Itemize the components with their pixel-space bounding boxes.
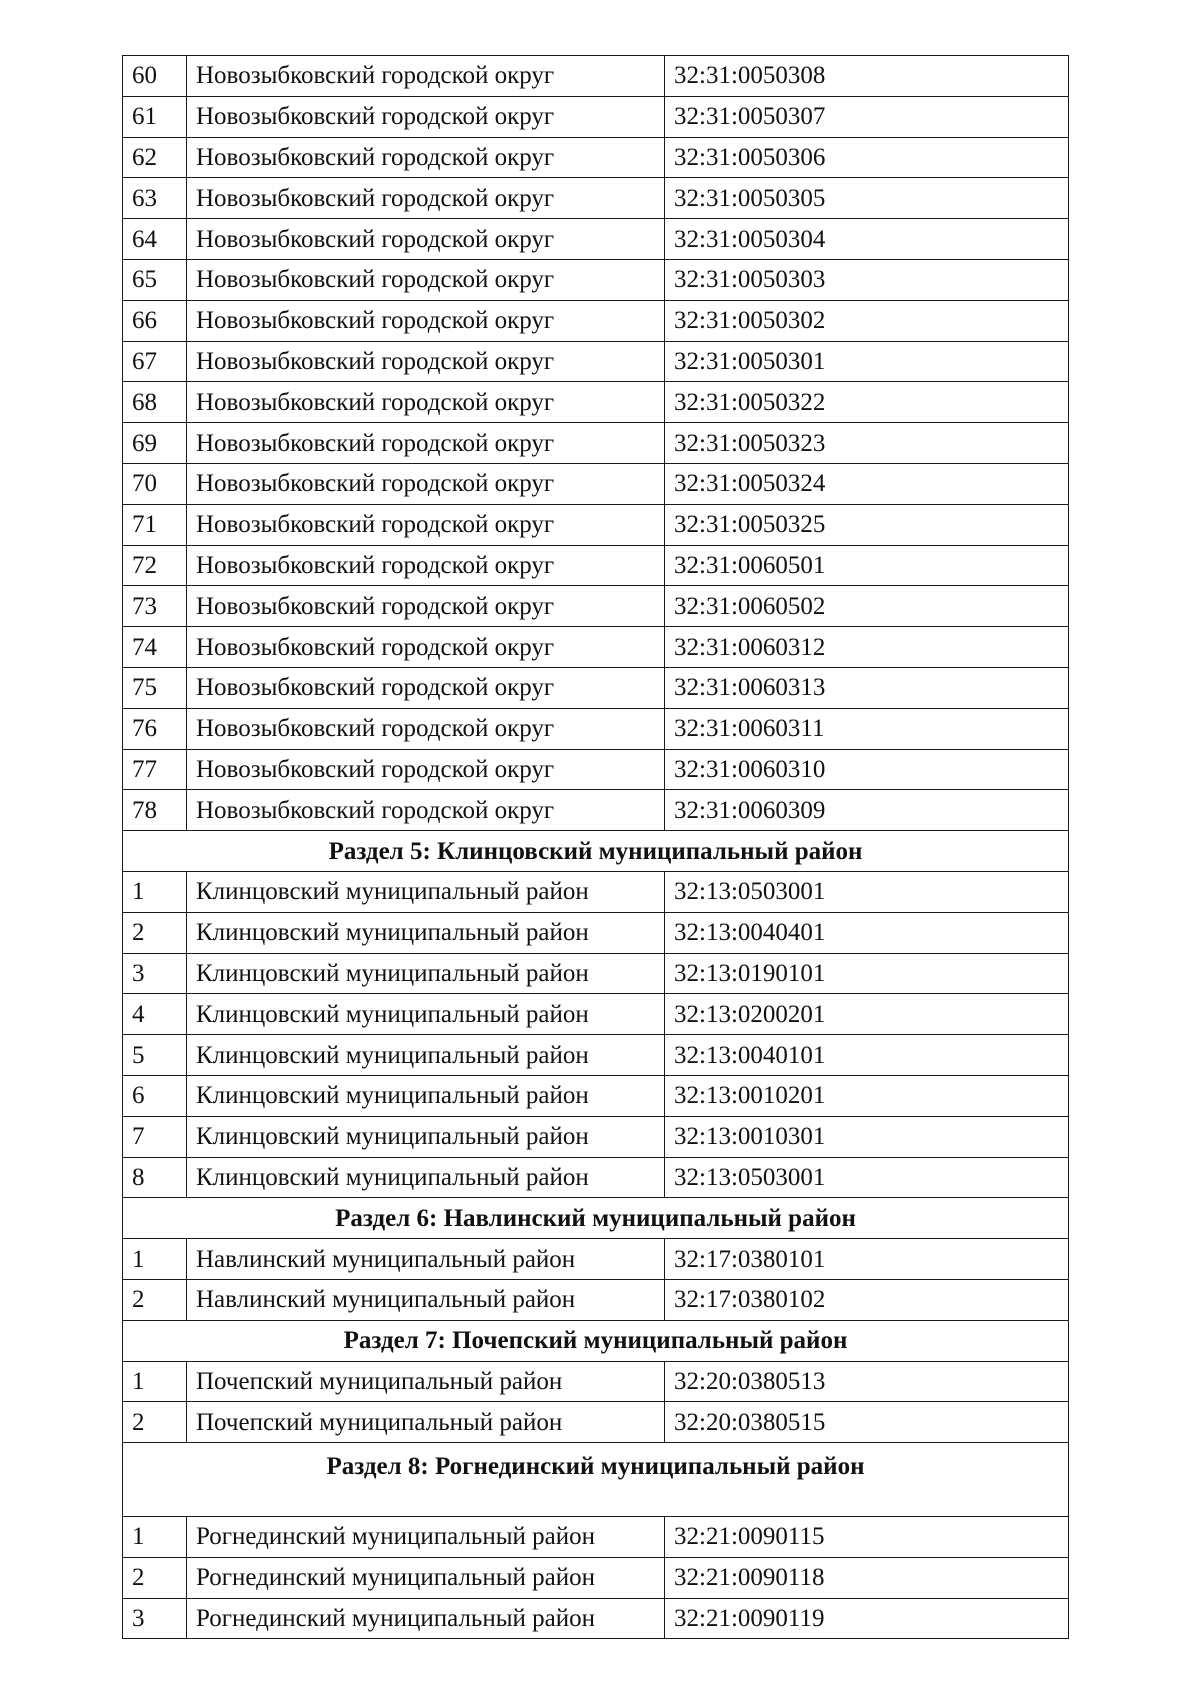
row-number-cell: 2: [123, 1557, 187, 1598]
table-row: [123, 749, 1069, 790]
municipality-name-cell: Почепский муниципальный район: [187, 1361, 665, 1402]
cadastral-code-cell: 32:31:0050308: [665, 56, 1069, 97]
cadastral-code-cell: 32:13:0503001: [665, 1157, 1069, 1198]
cadastral-code-cell: 32:31:0060501: [665, 545, 1069, 586]
section-heading: Раздел 7: Почепский муниципальный район: [123, 1320, 1069, 1361]
section-heading-row: [123, 1443, 1069, 1517]
municipality-name-cell: Новозыбковский городской округ: [187, 137, 665, 178]
municipality-name-cell: Навлинский муниципальный район: [187, 1279, 665, 1320]
row-number-cell: 3: [123, 953, 187, 994]
municipality-name-cell: Клинцовский муниципальный район: [187, 1075, 665, 1116]
cadastral-code-cell: 32:21:0090119: [665, 1598, 1069, 1639]
section-heading-row: [123, 1320, 1069, 1361]
section-heading: Раздел 5: Клинцовский муниципальный район: [123, 831, 1069, 872]
cadastral-code-cell: 32:31:0050302: [665, 300, 1069, 341]
row-number-cell: 68: [123, 382, 187, 423]
table-row: [123, 341, 1069, 382]
table-row: [123, 586, 1069, 627]
municipality-name-cell: Новозыбковский городской округ: [187, 708, 665, 749]
table-row: [123, 504, 1069, 545]
table-row: [123, 708, 1069, 749]
cadastral-code-cell: 32:31:0050324: [665, 463, 1069, 504]
table-row: [123, 1402, 1069, 1443]
cadastral-code-cell: 32:31:0050325: [665, 504, 1069, 545]
section-heading-row: [123, 1198, 1069, 1239]
table-row: [123, 96, 1069, 137]
municipality-name-cell: Новозыбковский городской округ: [187, 56, 665, 97]
row-number-cell: 5: [123, 1035, 187, 1076]
municipality-name-cell: Рогнединский муниципальный район: [187, 1598, 665, 1639]
row-number-cell: 7: [123, 1116, 187, 1157]
cadastral-code-cell: 32:21:0090118: [665, 1557, 1069, 1598]
table-row: [123, 627, 1069, 668]
municipality-name-cell: Клинцовский муниципальный район: [187, 912, 665, 953]
cadastral-code-cell: 32:20:0380515: [665, 1402, 1069, 1443]
row-number-cell: 73: [123, 586, 187, 627]
row-number-cell: 75: [123, 667, 187, 708]
table-row: [123, 382, 1069, 423]
municipality-name-cell: Новозыбковский городской округ: [187, 749, 665, 790]
cadastral-code-cell: 32:13:0040401: [665, 912, 1069, 953]
row-number-cell: 2: [123, 1402, 187, 1443]
table-row: [123, 1239, 1069, 1280]
municipality-name-cell: Новозыбковский городской округ: [187, 504, 665, 545]
row-number-cell: 2: [123, 1279, 187, 1320]
cadastral-code-cell: 32:17:0380102: [665, 1279, 1069, 1320]
cadastral-code-cell: 32:31:0050306: [665, 137, 1069, 178]
row-number-cell: 1: [123, 871, 187, 912]
row-number-cell: 63: [123, 178, 187, 219]
table-row: [123, 1598, 1069, 1639]
cadastral-code-cell: 32:13:0200201: [665, 994, 1069, 1035]
cadastral-code-cell: 32:31:0050307: [665, 96, 1069, 137]
row-number-cell: 74: [123, 627, 187, 668]
row-number-cell: 67: [123, 341, 187, 382]
municipality-name-cell: Новозыбковский городской округ: [187, 790, 665, 831]
cadastral-code-cell: 32:31:0050301: [665, 341, 1069, 382]
row-number-cell: 76: [123, 708, 187, 749]
table-body: [123, 56, 1069, 1639]
table-row: [123, 219, 1069, 260]
table-row: [123, 423, 1069, 464]
municipality-name-cell: Клинцовский муниципальный район: [187, 994, 665, 1035]
section-heading: Раздел 6: Навлинский муниципальный район: [123, 1198, 1069, 1239]
row-number-cell: 66: [123, 300, 187, 341]
cadastral-code-cell: 32:13:0503001: [665, 871, 1069, 912]
row-number-cell: 69: [123, 423, 187, 464]
table-row: [123, 790, 1069, 831]
municipality-name-cell: Новозыбковский городской округ: [187, 219, 665, 260]
municipality-name-cell: Новозыбковский городской округ: [187, 96, 665, 137]
municipality-name-cell: Новозыбковский городской округ: [187, 667, 665, 708]
cadastral-code-cell: 32:31:0060313: [665, 667, 1069, 708]
row-number-cell: 2: [123, 912, 187, 953]
cadastral-code-cell: 32:21:0090115: [665, 1517, 1069, 1558]
cadastral-code-cell: 32:13:0040101: [665, 1035, 1069, 1076]
row-number-cell: 62: [123, 137, 187, 178]
row-number-cell: 8: [123, 1157, 187, 1198]
cadastral-code-cell: 32:31:0050322: [665, 382, 1069, 423]
municipality-name-cell: Новозыбковский городской округ: [187, 300, 665, 341]
cadastral-code-cell: 32:31:0060312: [665, 627, 1069, 668]
row-number-cell: 78: [123, 790, 187, 831]
section-heading: Раздел 8: Рогнединский муниципальный район: [123, 1443, 1069, 1517]
table-row: [123, 667, 1069, 708]
municipality-name-cell: Новозыбковский городской округ: [187, 586, 665, 627]
table-row: [123, 1557, 1069, 1598]
municipality-name-cell: Новозыбковский городской округ: [187, 178, 665, 219]
row-number-cell: 71: [123, 504, 187, 545]
municipality-name-cell: Почепский муниципальный район: [187, 1402, 665, 1443]
municipality-name-cell: Клинцовский муниципальный район: [187, 1116, 665, 1157]
table-row: [123, 137, 1069, 178]
municipality-name-cell: Клинцовский муниципальный район: [187, 1157, 665, 1198]
municipality-name-cell: Клинцовский муниципальный район: [187, 953, 665, 994]
section-heading-row: [123, 831, 1069, 872]
table-row: [123, 1279, 1069, 1320]
table-row: [123, 545, 1069, 586]
row-number-cell: 77: [123, 749, 187, 790]
table-row: [123, 1517, 1069, 1558]
cadastral-code-cell: 32:31:0060310: [665, 749, 1069, 790]
municipality-name-cell: Навлинский муниципальный район: [187, 1239, 665, 1280]
municipality-name-cell: Новозыбковский городской округ: [187, 545, 665, 586]
row-number-cell: 61: [123, 96, 187, 137]
municipality-name-cell: Клинцовский муниципальный район: [187, 871, 665, 912]
table-row: [123, 1035, 1069, 1076]
municipality-name-cell: Новозыбковский городской округ: [187, 382, 665, 423]
row-number-cell: 72: [123, 545, 187, 586]
table-row: [123, 1361, 1069, 1402]
row-number-cell: 3: [123, 1598, 187, 1639]
table-row: [123, 912, 1069, 953]
municipality-name-cell: Рогнединский муниципальный район: [187, 1557, 665, 1598]
row-number-cell: 70: [123, 463, 187, 504]
table-row: [123, 871, 1069, 912]
cadastral-table: [122, 55, 1069, 1639]
table-row: [123, 1116, 1069, 1157]
municipality-name-cell: Новозыбковский городской округ: [187, 423, 665, 464]
table-row: [123, 300, 1069, 341]
table-row: [123, 56, 1069, 97]
row-number-cell: 1: [123, 1517, 187, 1558]
municipality-name-cell: Клинцовский муниципальный район: [187, 1035, 665, 1076]
cadastral-code-cell: 32:20:0380513: [665, 1361, 1069, 1402]
cadastral-code-cell: 32:31:0050303: [665, 259, 1069, 300]
cadastral-code-cell: 32:31:0060502: [665, 586, 1069, 627]
cadastral-code-cell: 32:13:0010301: [665, 1116, 1069, 1157]
municipality-name-cell: Новозыбковский городской округ: [187, 341, 665, 382]
cadastral-code-cell: 32:31:0050305: [665, 178, 1069, 219]
cadastral-code-cell: 32:31:0060311: [665, 708, 1069, 749]
cadastral-code-cell: 32:31:0060309: [665, 790, 1069, 831]
cadastral-code-cell: 32:13:0190101: [665, 953, 1069, 994]
row-number-cell: 60: [123, 56, 187, 97]
table-row: [123, 259, 1069, 300]
row-number-cell: 64: [123, 219, 187, 260]
table-row: [123, 953, 1069, 994]
municipality-name-cell: Новозыбковский городской округ: [187, 627, 665, 668]
cadastral-code-cell: 32:17:0380101: [665, 1239, 1069, 1280]
cadastral-code-cell: 32:31:0050323: [665, 423, 1069, 464]
row-number-cell: 6: [123, 1075, 187, 1116]
municipality-name-cell: Новозыбковский городской округ: [187, 463, 665, 504]
municipality-name-cell: Рогнединский муниципальный район: [187, 1517, 665, 1558]
municipality-name-cell: Новозыбковский городской округ: [187, 259, 665, 300]
table-row: [123, 463, 1069, 504]
table-row: [123, 994, 1069, 1035]
row-number-cell: 1: [123, 1239, 187, 1280]
row-number-cell: 65: [123, 259, 187, 300]
table-row: [123, 1157, 1069, 1198]
row-number-cell: 1: [123, 1361, 187, 1402]
cadastral-code-cell: 32:31:0050304: [665, 219, 1069, 260]
table-row: [123, 178, 1069, 219]
cadastral-code-cell: 32:13:0010201: [665, 1075, 1069, 1116]
table-row: [123, 1075, 1069, 1116]
row-number-cell: 4: [123, 994, 187, 1035]
